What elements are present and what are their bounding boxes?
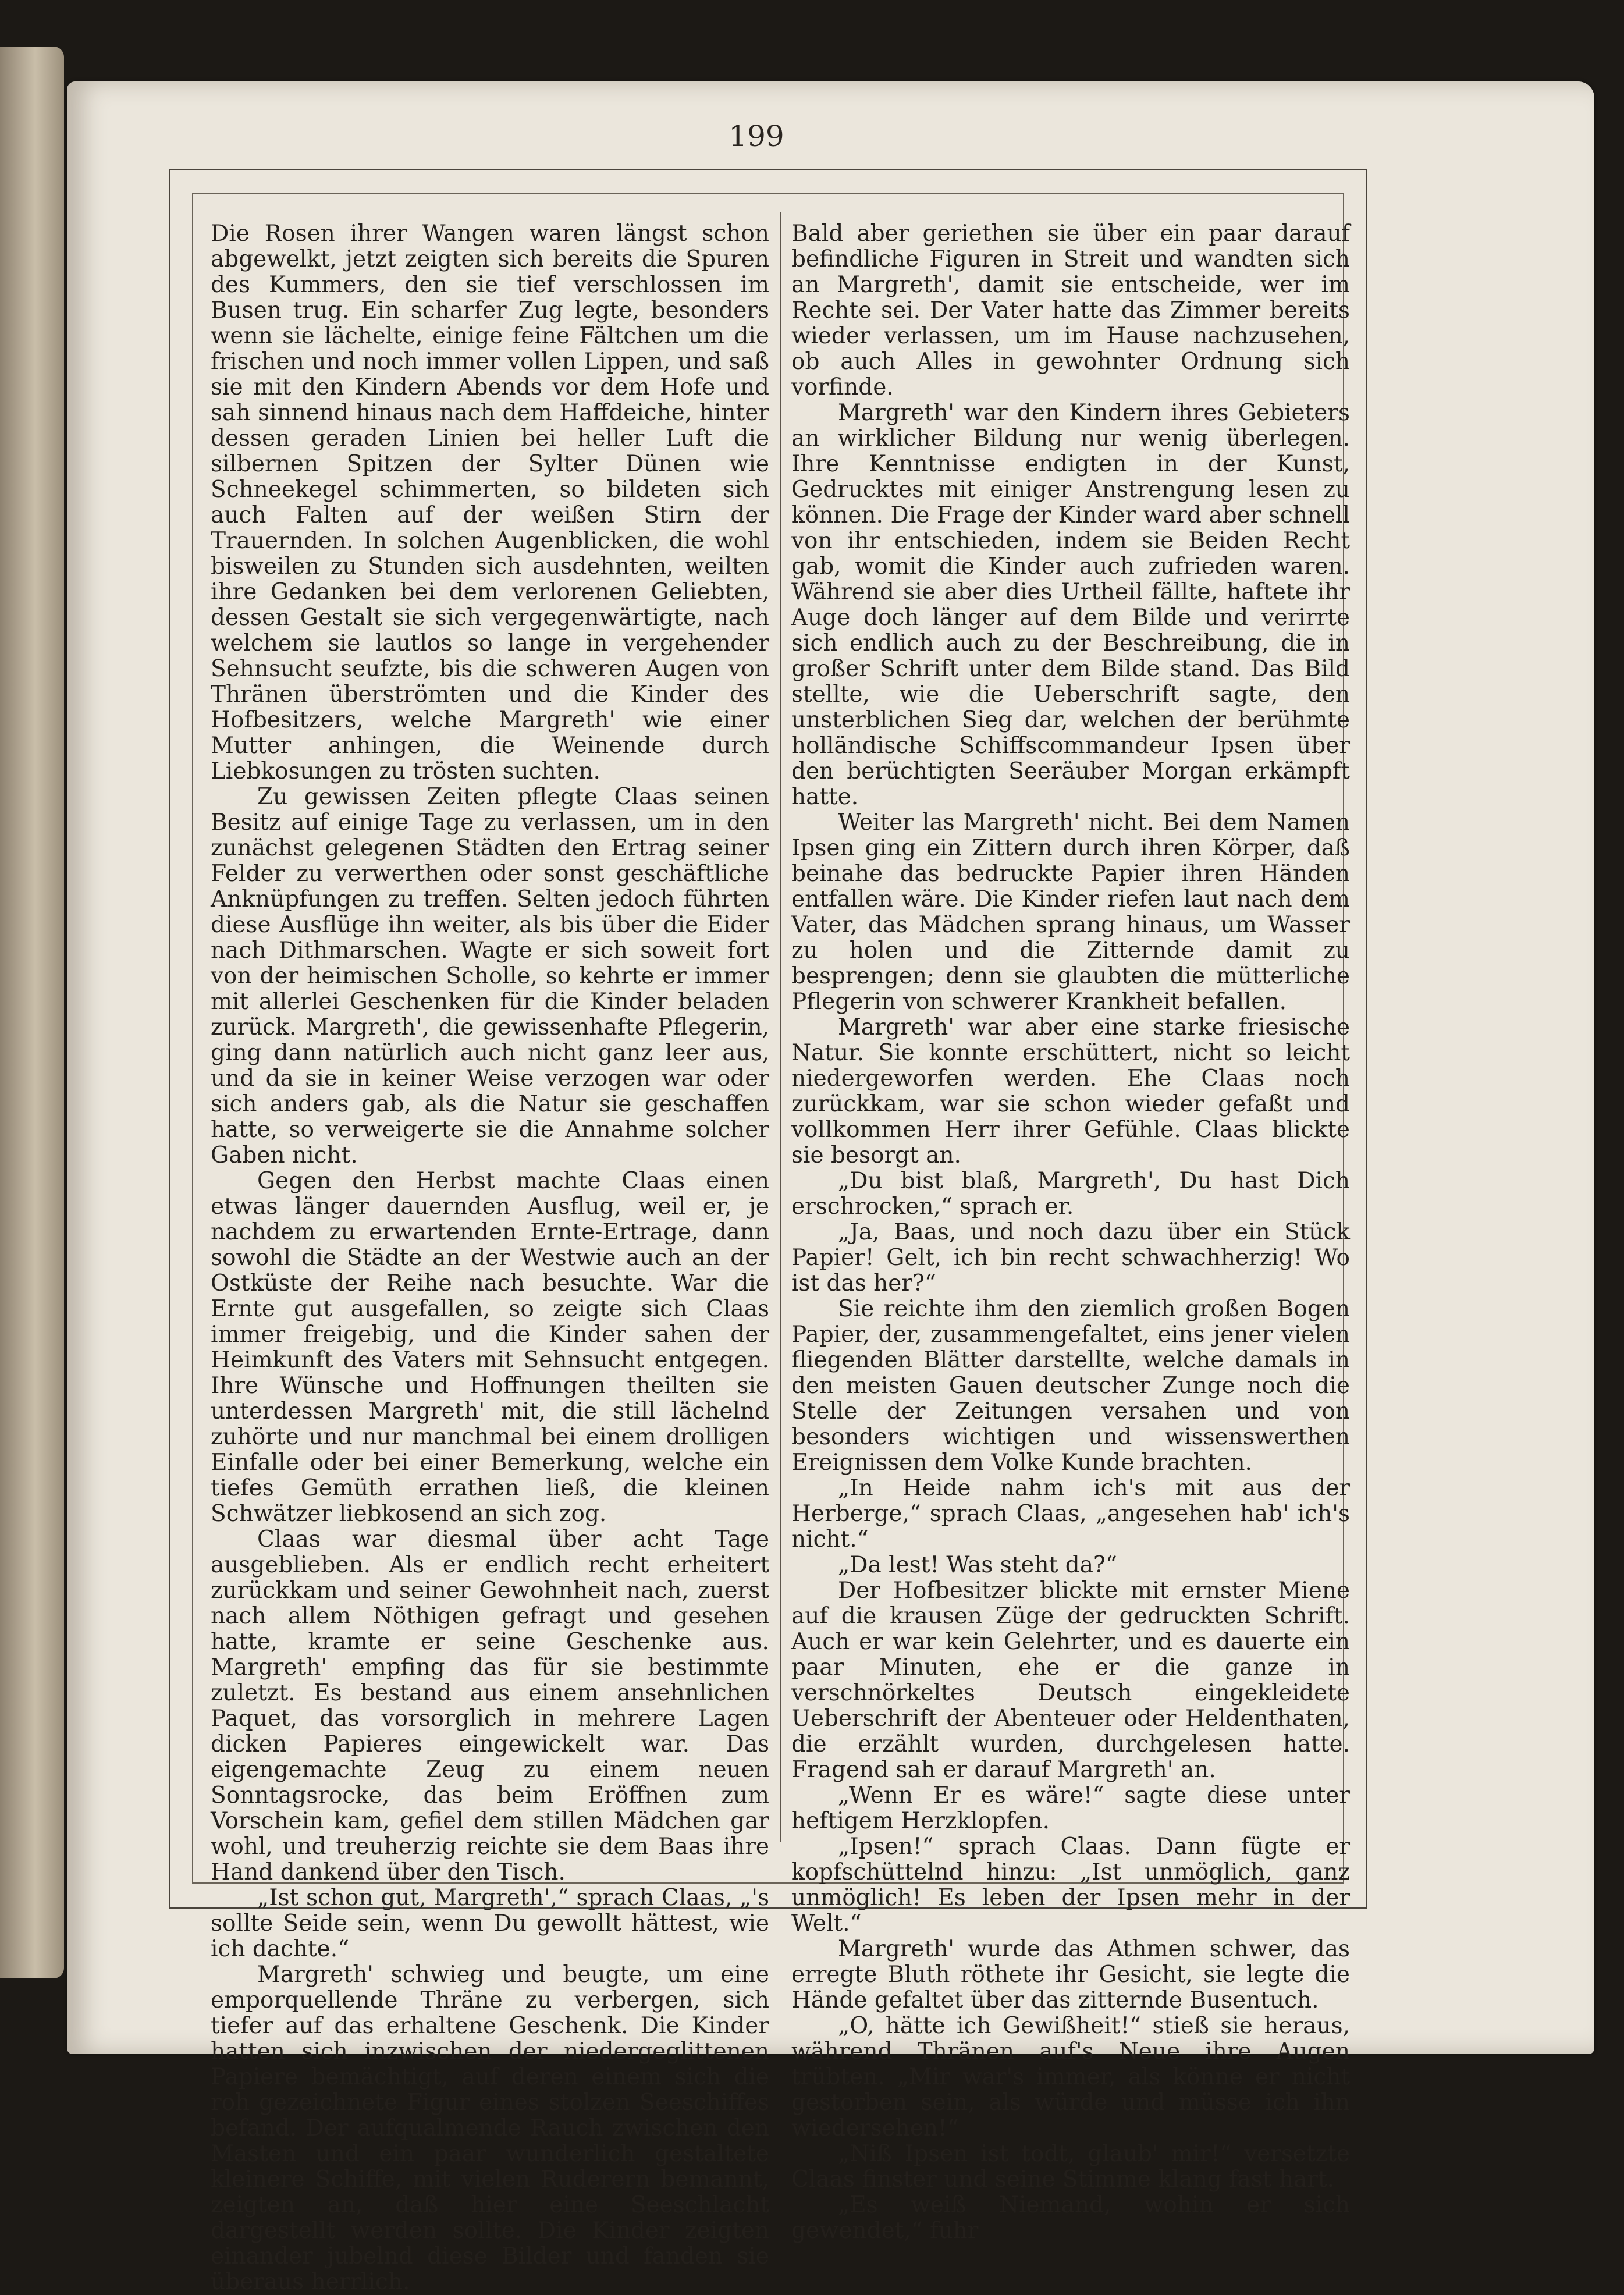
paragraph: „Wenn Er es wäre!“ sagte diese unter heftigem Herzklopfen. <box>791 1782 1350 1834</box>
paragraph: Margreth' schwieg und beugte, um eine emporquellende Thräne zu verbergen, sich tiefer auf das erhaltene Geschenk. Die Kinder hatten sich inzwischen der niedergeglittenen Papiere bemächtigt, auf deren einem sich die roh gezeichnete Figur eines stolzen Seeschiffes befand. Der aufqualmende Rauch zwischen den Masten und ein paar wunderlich gestaltete kleinere Schiffe, mit vielen Ruderern bemannt, zeigten an, daß hier eine Seeschlacht dargestellt werden sollte. Die Kinder zeigten einander jubelnd diese Bilder und fanden sie überaus herrlich. <box>211 1962 769 2295</box>
left-text-column <box>211 221 769 2295</box>
paragraph: „Niß Ipsen ist todt, glaub' mir!“ versetzte Claas finster und seine Stimme klang fast hart. <box>791 2141 1350 2193</box>
paragraph: „O, hätte ich Gewißheit!“ stieß sie heraus, während Thränen auf's Neue ihre Augen trübten. „Mir war's immer, als könne er nicht gestorben sein, als würde und müsse ich ihn wiedersehen!“ <box>791 2013 1350 2141</box>
paragraph: „Ja, Baas, und noch dazu über ein Stück Papier! Gelt, ich bin recht schwachherzig! Wo ist das her?“ <box>791 1219 1350 1296</box>
paragraph: „In Heide nahm ich's mit aus der Herberge,“ sprach Claas, „angesehen hab' ich's nicht.“ <box>791 1475 1350 1552</box>
paragraph: Claas war diesmal über acht Tage ausgeblieben. Als er endlich recht erheitert zurückkam und seiner Gewohnheit nach, zuerst nach allem Nöthigen gefragt und gesehen hatte, kramte er seine Geschenke aus. Margreth' empfing das für sie bestimmte zuletzt. Es bestand aus einem ansehnlichen Paquet, das vorsorglich in mehrere Lagen dicken Papieres eingewickelt war. Das eigengemachte Zeug zu einem neuen Sonntagsrocke, das beim Eröffnen zum Vorschein kam, gefiel dem stillen Mädchen gar wohl, und treuherzig reichte sie dem Baas ihre Hand dankend über den Tisch. <box>211 1526 769 1885</box>
paragraph: „Da lest! Was steht da?“ <box>838 1552 1117 1578</box>
paragraph: Sie reichte ihm den ziemlich großen Bogen Papier, der, zusammengefaltet, eins jener vielen fliegenden Blätter darstellte, welche damals in den meisten Gauen deutscher Zunge noch die Stelle der Zeitungen versahen und von besonders wichtigen und wissenswerthen Ereignissen dem Volke Kunde brachten. <box>791 1296 1350 1476</box>
paragraph: „Es weiß Niemand, wohin er sich gewendet,“ fuhr <box>791 2192 1350 2244</box>
paragraph: Weiter las Margreth' nicht. Bei dem Namen Ipsen ging ein Zittern durch ihren Körper, daß beinahe das bedruckte Papier ihren Händen entfallen wäre. Die Kinder riefen laut nach dem Vater, das Mädchen sprang hinaus, um Wasser zu holen und die Zitternde damit zu besprengen; denn sie glaubten die mütterliche Pflegerin von schwerer Krankheit befallen. <box>791 809 1350 1015</box>
paragraph: Die Rosen ihrer Wangen waren längst schon abgewelkt, jetzt zeigten sich bereits die Spuren des Kummers, den sie tief verschlossen im Busen trug. Ein scharfer Zug legte, besonders wenn sie lächelte, einige feine Fältchen um die frischen und noch immer vollen Lippen, und saß sie mit den Kindern Abends vor dem Hofe und sah sinnend hinaus nach dem Haffdeiche, hinter dessen geraden Linien bei heller Luft die silbernen Spitzen der Sylter Dünen wie Schneekegel schimmerten, so bildeten sich auch Falten auf der weißen Stirn der Trauernden. In solchen Augenblicken, die wohl bisweilen zu Stunden sich ausdehnten, weilten ihre Gedanken bei dem verlorenen Geliebten, dessen Gestalt sie sich vergegenwärtigte, nach welchem sie lautlos so lange in vergehender Sehnsucht seufzte, bis die schweren Augen von Thränen überströmten und die Kinder des Hofbesitzers, welche Margreth' wie einer Mutter anhingen, die Weinende durch Liebkosungen zu trösten suchten. <box>211 221 769 784</box>
paragraph: Zu gewissen Zeiten pflegte Claas seinen Besitz auf einige Tage zu verlassen, um in den zunächst gelegenen Städten den Ertrag seiner Felder zu verwerthen oder sonst geschäftliche Anknüpfungen zu treffen. Selten jedoch führten diese Ausflüge ihn weiter, als bis über die Eider nach Dithmarschen. Wagte er sich soweit fort von der heimischen Scholle, so kehrte er immer mit allerlei Geschenken für die Kinder beladen zurück. Margreth', die gewissenhafte Pflegerin, ging dann natürlich auch nicht ganz leer aus, und da sie in keiner Weise verzogen war oder sich anders gab, als die Natur sie geschaffen hatte, so verweigerte sie die Annahme solcher Gaben nicht. <box>211 784 769 1168</box>
page-number: 199 <box>729 119 784 153</box>
right-text-column <box>791 221 1350 2244</box>
column-divider <box>780 212 781 1842</box>
paragraph: Margreth' wurde das Athmen schwer, das erregte Bluth röthete ihr Gesicht, sie legte die Hände gefaltet über das zitternde Busentuch. <box>791 1936 1350 2013</box>
paragraph: „Du bist blaß, Margreth', Du hast Dich erschrocken,“ sprach er. <box>791 1168 1350 1220</box>
paragraph: Bald aber geriethen sie über ein paar darauf befindliche Figuren in Streit und wandten sich an Margreth', damit sie entscheide, wer im Rechte sei. Der Vater hatte das Zimmer bereits wieder verlassen, um im Hause nachzusehen, ob auch Alles in gewohnter Ordnung sich vorfinde. <box>791 221 1350 400</box>
paragraph: Margreth' war aber eine starke friesische Natur. Sie konnte erschüttert, nicht so leicht niedergeworfen werden. Ehe Claas noch zurückkam, war sie schon wieder gefaßt und vollkommen Herr ihrer Gefühle. Claas blickte sie besorgt an. <box>791 1014 1350 1168</box>
paragraph: Der Hofbesitzer blickte mit ernster Miene auf die krausen Züge der gedruckten Schrift. Auch er war kein Gelehrter, und es dauerte ein paar Minuten, ehe er die ganze in verschnörkeltes Deutsch eingekleidete Ueberschrift der Abenteuer oder Heldenthaten, die erzählt wurden, durchgelesen hatte. Fragend sah er darauf Margreth' an. <box>791 1578 1350 1783</box>
paragraph: Margreth' war den Kindern ihres Gebieters an wirklicher Bildung nur wenig überlegen. Ihre Kenntnisse endigten in der Kunst, Gedrucktes mit einiger Anstrengung lesen zu können. Die Frage der Kinder ward aber schnell von ihr entschieden, indem sie Beiden Recht gab, womit die Kinder auch zufrieden waren. Während sie aber dies Urtheil fällte, haftete ihr Auge doch länger auf dem Bilde und verirrte sich endlich auch zu der Beschreibung, die in großer Schrift unter dem Bilde stand. Das Bild stellte, wie die Ueberschrift sagte, den unsterblichen Sieg dar, welchen der berühmte holländische Schiffscommandeur Ipsen über den berüchtigten Seeräuber Morgan erkämpft hatte. <box>791 400 1350 810</box>
paragraph: „Ipsen!“ sprach Claas. Dann fügte er kopfschüttelnd hinzu: „Ist unmöglich, ganz unmöglich! Es leben der Ipsen mehr in der Welt.“ <box>791 1834 1350 1937</box>
paragraph: Gegen den Herbst machte Claas einen etwas länger dauernden Ausflug, weil er, je nachdem zu erwartenden Ernte-Ertrage, dann sowohl die Städte an der Westwie auch an der Ostküste der Reihe nach besuchte. War die Ernte gut ausgefallen, so zeigte sich Claas immer freigebig, und die Kinder sahen der Heimkunft des Vaters mit Sehnsucht entgegen. Ihre Wünsche und Hoffnungen theilten sie unterdessen Margreth' mit, die still lächelnd zuhörte und nur manchmal bei einem drolligen Einfalle oder bei einer Bemerkung, welche ein tiefes Gemüth errathen ließ, die kleinen Schwätzer liebkosend an sich zog. <box>211 1168 769 1527</box>
previous-page-edge <box>0 47 64 1978</box>
paragraph: „Ist schon gut, Margreth',“ sprach Claas, „'s sollte Seide sein, wenn Du gewollt hättest, wie ich dachte.“ <box>211 1885 769 1962</box>
